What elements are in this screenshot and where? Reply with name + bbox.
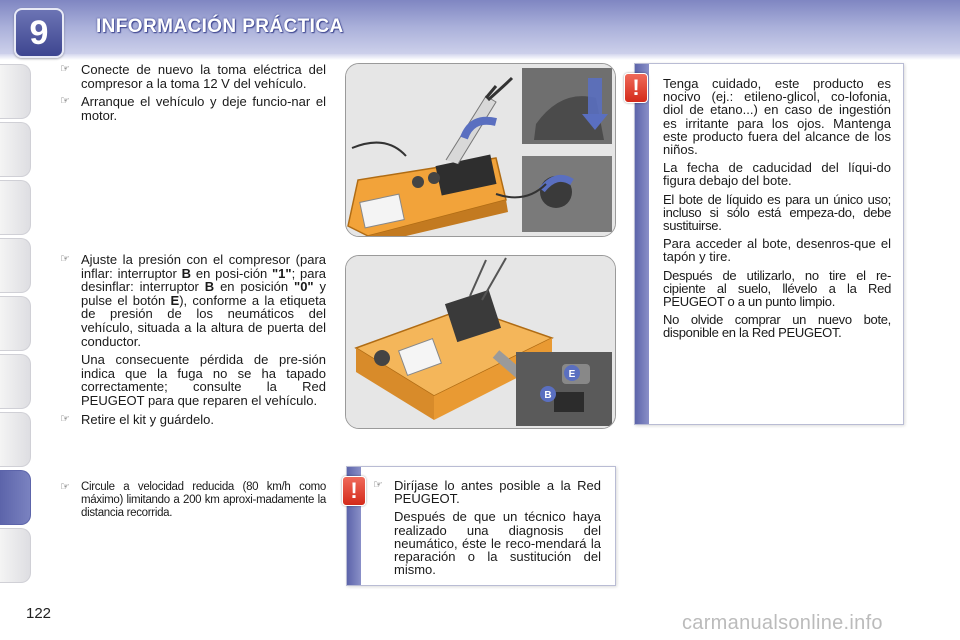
warning-text: ☞ Diríjase lo antes posible a la Red PEUGEOT. Después de que un técnico haya realizado una diagnosis del neumático, éste le reco-mendará la reparación o la sustitución del mismo. [373, 478, 601, 578]
warning-exclamation-icon: ! [624, 73, 648, 103]
warning-text: Tenga cuidado, este producto es nocivo (ej.: etileno-glicol, co-lofonia, diol de etano...) en caso de ingestión es irritante para los ojos. Mantenga este producto fuera del alcance de los niños. La fecha de caducidad del líqui-do figura debajo del bote. El bote de líquido es para un único uso; incluso si sólo está empeza-do, debe sustituirse. Para acceder al bote, desenros-que el tapón y tire. Después de utilizarlo, no tire el re-cipiente al suelo, llévelo a la Red PEUGEOT o a un punto limpio. No olvide comprar un nuevo bote, disponible en la Red PEUGEOT. [663, 76, 891, 341]
svg-text:E: E [568, 369, 576, 380]
svg-text:B: B [544, 390, 552, 401]
chapter-tab-9-active[interactable] [0, 470, 31, 525]
warning-exclamation-icon: ! [342, 476, 366, 506]
instructions-middle [60, 253, 326, 431]
compressor-illustration-bottom [345, 255, 616, 429]
detail-inset-switches [516, 352, 612, 426]
chapter-tabs [0, 64, 34, 586]
page-title: INFORMACIÓN PRÁCTICA [96, 16, 344, 37]
warning-box-repair [346, 466, 616, 586]
list-item: ☞ Conecte de nuevo la toma eléctrica del compresor a la toma 12 V del vehículo. [60, 62, 326, 91]
pointing-hand-icon: ☞ [60, 95, 70, 108]
warning-strip [635, 64, 649, 424]
pointing-hand-icon: ☞ [60, 412, 70, 425]
list-item: ☞ Ajuste la presión con el compresor (para inflar: interruptor B en posi-ción "1"; para desinflar: interruptor B en posición "0" y pulse el botón E), conforme a la etiqueta de presión de los neumáticos del vehículo, situada a la altura de puerta del conductor. [60, 252, 327, 349]
chapter-tab-5[interactable] [0, 296, 31, 351]
list-item: ☞ Arranque el vehículo y deje funcio-nar el motor. [60, 94, 326, 123]
page-number: 122 [26, 605, 52, 622]
chapter-tab-4[interactable] [0, 238, 31, 293]
chapter-tab-7[interactable] [0, 412, 31, 467]
instructions-top [60, 63, 326, 127]
list-item: ☞ Retire el kit y guárdelo. [60, 411, 214, 427]
pointing-hand-icon: ☞ [373, 479, 383, 491]
pointing-hand-icon: ☞ [60, 63, 70, 75]
pointing-hand-icon: ☞ [60, 253, 70, 265]
chapter-tab-6[interactable] [0, 354, 31, 409]
chapter-tab-1[interactable] [0, 64, 31, 119]
warning-box-product [634, 63, 904, 425]
list-item: ☞ Diríjase lo antes posible a la Red PEUGEOT. [373, 478, 601, 507]
speed-note [60, 481, 326, 525]
compressor-drawing [346, 256, 615, 428]
chapter-tab-3[interactable] [0, 180, 31, 235]
pointing-hand-icon: ☞ [60, 481, 70, 493]
watermark: carmanualsonline.info [682, 612, 883, 634]
paragraph: Una consecuente pérdida de pre-sión indica que la fuga no se ha tapado correctamente; consulte la Red PEUGEOT para que reparen el vehículo. [81, 352, 326, 408]
compressor-illustration-top [345, 63, 616, 237]
list-item: ☞ Circule a velocidad reducida (80 km/h como máximo) limitando a 200 km aproxi-madamente la distancia recorrida. [60, 481, 326, 519]
chapter-tab-2[interactable] [0, 122, 31, 177]
compressor-drawing [346, 64, 615, 236]
chapter-tab-10[interactable] [0, 528, 31, 583]
chapter-badge: 9 [14, 8, 64, 58]
